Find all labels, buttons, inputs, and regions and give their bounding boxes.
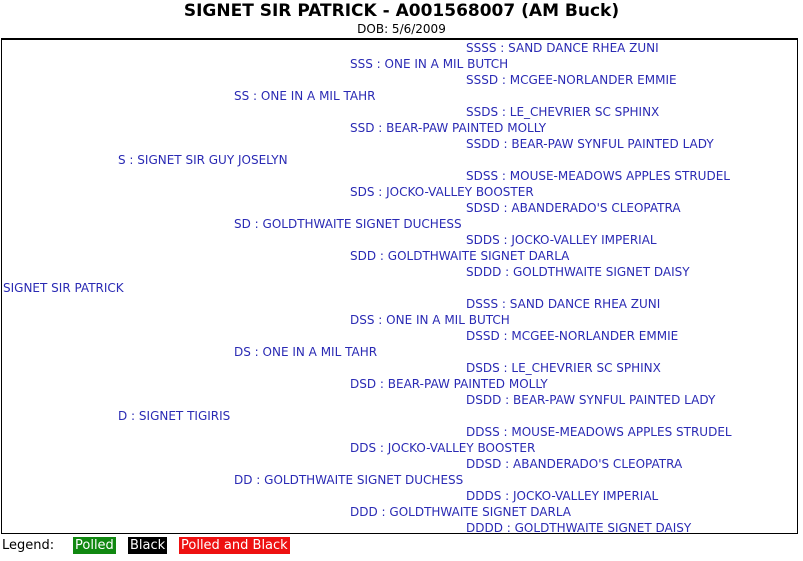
pedigree-entry-dsds: DSDS : LE_CHEVRIER SC SPHINX bbox=[466, 361, 661, 375]
pedigree-entry-dss: DSS : ONE IN A MIL BUTCH bbox=[350, 313, 510, 327]
legend-item-polled-and-black: Polled and Black bbox=[181, 538, 288, 553]
pedigree-entry-sds: SDS : JOCKO-VALLEY BOOSTER bbox=[350, 185, 534, 199]
date-of-birth: DOB: 5/6/2009 bbox=[357, 22, 446, 36]
legend-item-polled: Polled bbox=[75, 538, 114, 553]
pedigree-entry-dssd: DSSD : MCGEE-NORLANDER EMMIE bbox=[466, 329, 679, 343]
pedigree-entry-dd: DD : GOLDTHWAITE SIGNET DUCHESS bbox=[234, 473, 464, 487]
pedigree-entry-dsd: DSD : BEAR-PAW PAINTED MOLLY bbox=[350, 377, 548, 391]
pedigree-entry-ssd: SSD : BEAR-PAW PAINTED MOLLY bbox=[350, 121, 547, 135]
pedigree-entry-ssdd: SSDD : BEAR-PAW SYNFUL PAINTED LADY bbox=[466, 137, 714, 151]
pedigree-entry-ddsd: DDSD : ABANDERADO'S CLEOPATRA bbox=[466, 457, 683, 471]
page-title: SIGNET SIR PATRICK - A001568007 (AM Buck) bbox=[183, 1, 620, 21]
pedigree-entry-ddd: DDD : GOLDTHWAITE SIGNET DARLA bbox=[350, 505, 572, 519]
pedigree-entry-sdsd: SDSD : ABANDERADO'S CLEOPATRA bbox=[466, 201, 681, 215]
pedigree-entry-dddd: DDDD : GOLDTHWAITE SIGNET DAISY bbox=[466, 521, 692, 535]
pedigree-entry-ss: SS : ONE IN A MIL TAHR bbox=[234, 89, 376, 103]
pedigree-entry-sss: SSS : ONE IN A MIL BUTCH bbox=[350, 57, 509, 71]
legend-label: Legend: bbox=[2, 538, 55, 553]
pedigree-entry-ddss: DDSS : MOUSE-MEADOWS APPLES STRUDEL bbox=[466, 425, 732, 439]
pedigree-entry-ddds: DDDS : JOCKO-VALLEY IMPERIAL bbox=[466, 489, 659, 503]
pedigree-entry-sdss: SDSS : MOUSE-MEADOWS APPLES STRUDEL bbox=[466, 169, 730, 183]
pedigree-entry-s: S : SIGNET SIR GUY JOSELYN bbox=[118, 153, 288, 167]
pedigree-entry-dsdd: DSDD : BEAR-PAW SYNFUL PAINTED LADY bbox=[466, 393, 716, 407]
pedigree-entry-sd: SD : GOLDTHWAITE SIGNET DUCHESS bbox=[234, 217, 462, 231]
pedigree-entry-ssds: SSDS : LE_CHEVRIER SC SPHINX bbox=[466, 105, 660, 119]
pedigree-entry-sddd: SDDD : GOLDTHWAITE SIGNET DAISY bbox=[466, 265, 690, 279]
pedigree-entry-ds: DS : ONE IN A MIL TAHR bbox=[234, 345, 378, 359]
legend-item-black: Black bbox=[130, 538, 166, 553]
pedigree-entry-dds: DDS : JOCKO-VALLEY BOOSTER bbox=[350, 441, 536, 455]
pedigree-entry-ssss: SSSS : SAND DANCE RHEA ZUNI bbox=[466, 41, 659, 55]
pedigree-subject: SIGNET SIR PATRICK bbox=[3, 281, 124, 295]
pedigree-entry-sdd: SDD : GOLDTHWAITE SIGNET DARLA bbox=[350, 249, 570, 263]
pedigree-entry-dsss: DSSS : SAND DANCE RHEA ZUNI bbox=[466, 297, 661, 311]
pedigree-entry-sdds: SDDS : JOCKO-VALLEY IMPERIAL bbox=[466, 233, 657, 247]
pedigree-entry-sssd: SSSD : MCGEE-NORLANDER EMMIE bbox=[466, 73, 677, 87]
pedigree-entry-d: D : SIGNET TIGIRIS bbox=[118, 409, 231, 423]
